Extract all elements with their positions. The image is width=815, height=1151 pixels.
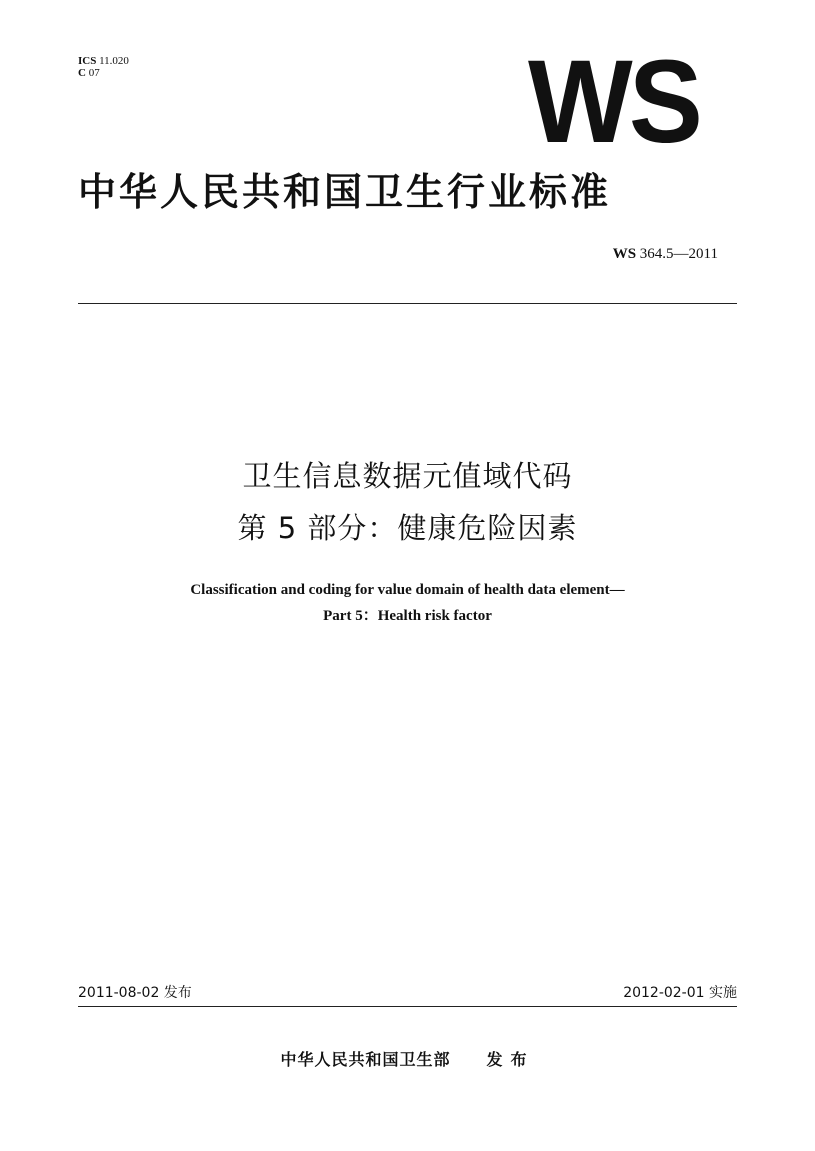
bottom-divider [78,1006,737,1007]
english-title-line-1: Classification and coding for value domain of health data element— [190,582,625,598]
chinese-title-line-2: 第 5 部分：健康危险因素 [237,511,578,545]
standard-number-value: 364.5—2011 [639,246,718,262]
publisher-action: 发布 [486,1050,535,1069]
issue-date: 2011-08-02 发布 [78,985,192,1001]
standard-category-title: 中华人民共和国卫生行业标准 [78,170,612,214]
standard-number [613,246,718,263]
ccs-classification [78,67,100,79]
ics-classification [78,55,129,67]
publisher-line [0,1047,815,1070]
implementation-date: 2012-02-01 实施 [623,985,737,1001]
ics-code: 11.020 [99,55,129,67]
ccs-label: C [78,67,86,79]
english-title-line-2: Part 5：Health risk factor [323,608,492,624]
top-divider [78,303,737,304]
ics-label: ICS [78,55,97,67]
ccs-code: 07 [88,67,100,79]
standard-number-prefix: WS [612,246,637,262]
chinese-title-line-1: 卫生信息数据元值域代码 [242,459,573,493]
publisher-name: 中华人民共和国卫生部 [280,1050,451,1069]
ws-logo: WS [528,36,700,168]
